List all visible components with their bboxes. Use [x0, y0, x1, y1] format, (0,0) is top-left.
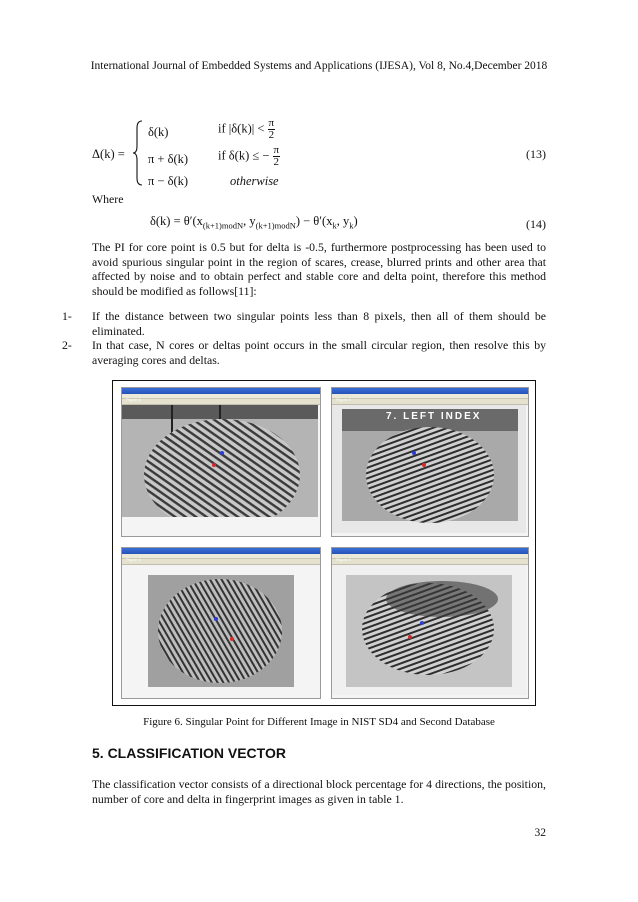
eq13-lhs: Δ(k) = [92, 147, 125, 161]
list-item-text: If the distance between two singular points less than 8 pixels, then all of them should be eliminated. [92, 309, 546, 338]
core-marker [412, 451, 416, 455]
window-title: Figure 4 [336, 397, 351, 402]
window-title: Figure 4 [336, 557, 351, 562]
eq13-case1-condition [218, 118, 275, 141]
eq13-case2-fraction [273, 145, 281, 168]
running-header: International Journal of Embedded Systems and Applications (IJESA), Vol 8, No.4,December 2018 [90, 60, 548, 72]
eq13-case1-value: δ(k) [148, 125, 169, 139]
equation-14 [150, 214, 358, 231]
eq13-case1-fraction [268, 118, 276, 141]
list-item [62, 338, 546, 367]
eq14-part-d: , y [336, 214, 350, 228]
core-marker [214, 617, 218, 621]
eq14-part-b: , y [243, 214, 256, 228]
eq13-brace [132, 120, 144, 186]
fingerprint-image [122, 405, 318, 533]
page-number: 32 [534, 827, 546, 839]
delta-marker [422, 463, 426, 467]
figure-panel-top-right [331, 387, 529, 537]
eq14-sub3: k [332, 220, 337, 231]
delta-marker [230, 637, 234, 641]
delta-marker [212, 463, 216, 467]
eq13-case1-frac-num: π [268, 117, 275, 129]
fingerprint-canvas [332, 405, 528, 536]
fingerprint-canvas [332, 565, 528, 698]
fingerprint-image [332, 405, 526, 533]
eq13-case2-condition [218, 145, 280, 168]
numbered-list [62, 309, 546, 367]
fingerprint-canvas [122, 405, 320, 536]
section-heading: 5. CLASSIFICATION VECTOR [92, 745, 286, 761]
eq13-case1-frac-den: 2 [268, 129, 275, 141]
where-label: Where [92, 192, 124, 206]
figure-panel-bottom-left [121, 547, 321, 699]
eq13-case2-cond-text: if δ(k) ≤ − [218, 148, 270, 163]
list-item-marker: 1- [62, 309, 72, 323]
figure-panel-top-left [121, 387, 321, 537]
list-item-text: In that case, N cores or deltas point occurs in the small circular region, then resolve this by averaging cores and deltas. [92, 338, 546, 367]
list-item-marker: 2- [62, 338, 72, 353]
eq14-part-e: ) [353, 214, 358, 228]
eq13-case1-cond-text: if |δ(k)| < [218, 121, 265, 136]
eq14-sub1: (k+1)modN [202, 220, 244, 231]
fingerprint-image [332, 565, 526, 695]
figure-panel-bottom-right [331, 547, 529, 699]
eq14-sub2: (k+1)modN [255, 220, 296, 231]
eq14-number: (14) [526, 217, 546, 231]
core-marker [220, 451, 224, 455]
eq13-case3-value: π − δ(k) [148, 174, 189, 188]
delta-marker [408, 635, 412, 639]
eq13-case2-frac-num: π [273, 144, 280, 156]
fingerprint-canvas [122, 565, 320, 698]
eq13-number: (13) [526, 147, 546, 161]
list-item [62, 309, 546, 338]
equation-13 [92, 118, 546, 190]
eq13-case2-frac-den: 2 [273, 156, 280, 168]
fingerprint-image [122, 565, 318, 695]
eq13-case3-condition: otherwise [230, 174, 279, 188]
body-paragraph-1: The PI for core point is 0.5 but for delta is -0.5, furthermore postprocessing has been used to avoid spurious singular point in the region of scares, crease, blurred prints and other area that affected by noise and to obtain perfect and stable core and delta point, therefore this method should be modified as follows[11]: [92, 240, 546, 298]
window-title: Figure 4 [126, 557, 141, 562]
figure-caption: Figure 6. Singular Point for Different Image in NIST SD4 and Second Database [143, 716, 495, 728]
fingerprint-overlay-label: 7. LEFT INDEX [386, 411, 482, 422]
eq14-part-c: ) − θ′(x [295, 214, 333, 228]
eq13-case2-value: π + δ(k) [148, 152, 189, 166]
body-paragraph-2: The classification vector consists of a directional block percentage for 4 directions, the position, number of core and delta in fingerprint images as given in table 1. [92, 777, 546, 806]
window-title: Figure 4 [126, 397, 141, 402]
eq14-part-a: δ(k) = θ′(x [150, 214, 203, 228]
eq14-sub4: k [349, 220, 354, 231]
figure-6 [112, 380, 536, 706]
core-marker [420, 621, 424, 625]
